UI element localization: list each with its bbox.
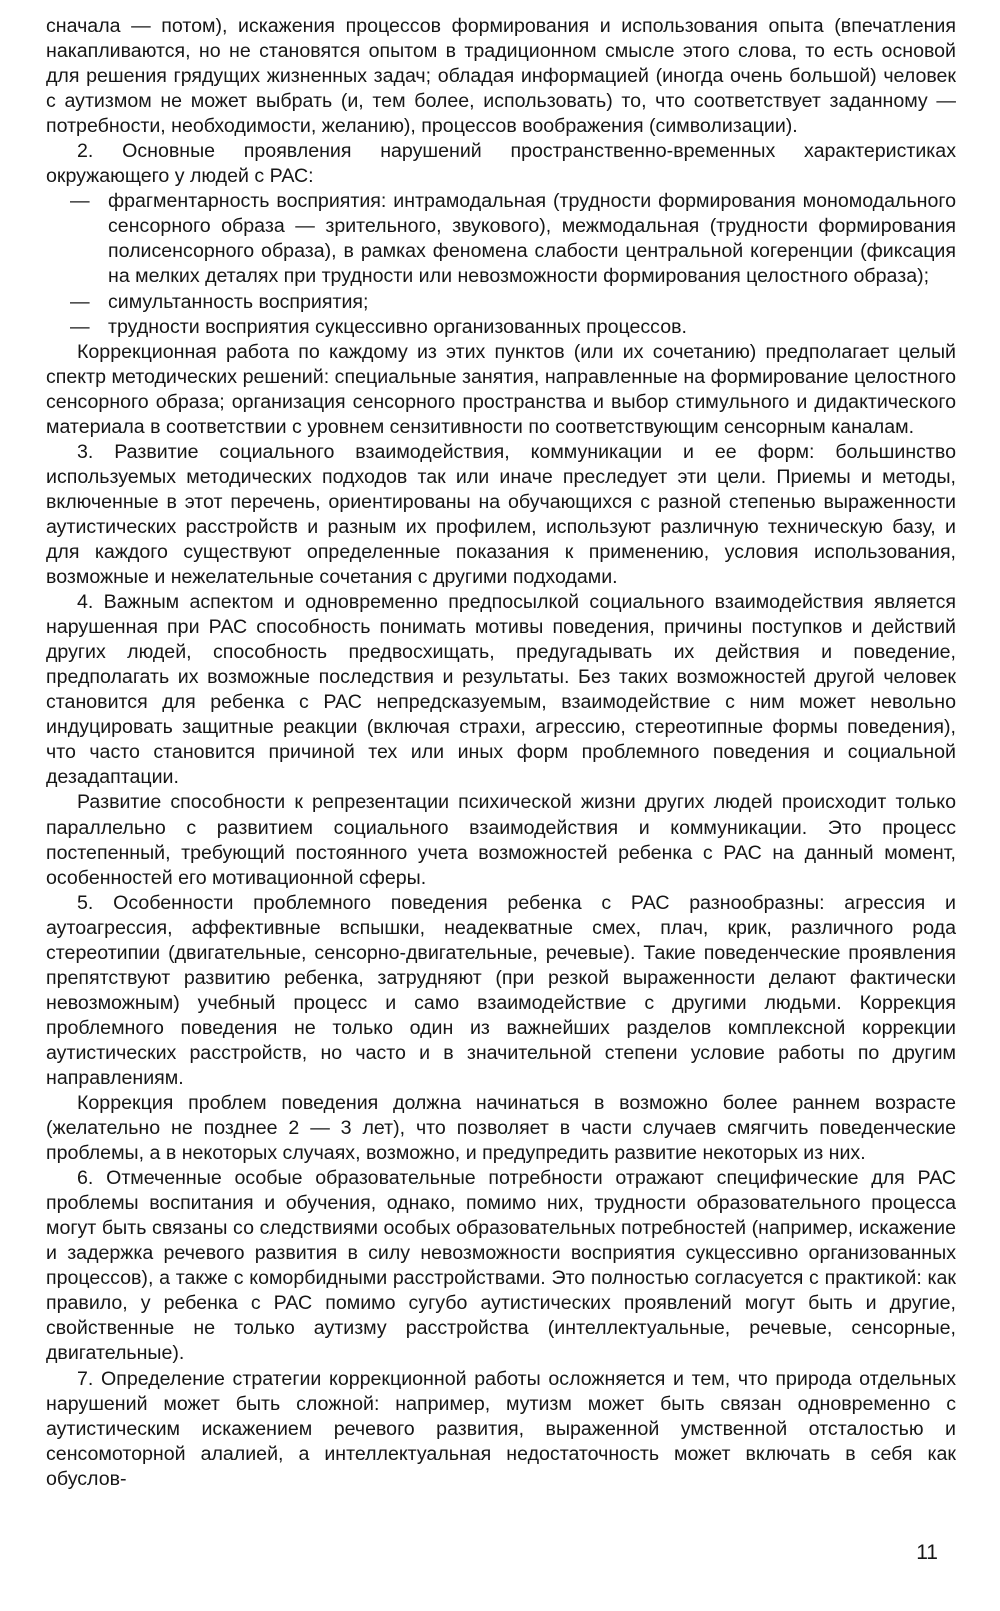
list-item (70, 315, 956, 340)
list-dash: — (70, 190, 90, 213)
paragraph-3: 3. Развитие социального взаимодействия, коммуникации и ее форм: большинство используемых методических подходов так или иначе преследует эти цели. Приемы и методы, включенные в этот перечень, ориентированы на обучающихся с разной степенью выраженности аутистических расстройств и разным их профилем, используют различную техническую базу, и для каждого существуют определенные показания к применению, условия использования, возможные и нежелательные сочетания с другими подходами. (46, 440, 956, 589)
list-dash: — (70, 290, 90, 313)
list-item-text: симультанность восприятия; (108, 290, 369, 313)
paragraph-continuation: сначала — потом), искажения процессов формирования и использования опыта (впечатления накапливаются, но не становятся опытом в традиционном смысле этого слова, то есть основой для решения грядущих жизненных задач; обладая информацией (иногда очень большой) человек с аутизмом не может выбрать (и, тем более, использовать) то, что соответствует заданному — потребности, необходимости, желанию), процессов воображения (символизации). (46, 15, 956, 138)
paragraph-2: 2. Основные проявления нарушений пространственно-временных характеристиках окружающего у людей с РАС: (46, 140, 956, 188)
list-dash: — (70, 315, 90, 338)
paragraph-5: 5. Особенности проблемного поведения ребенка с РАС разнообразны: агрессия и аутоагрессия, аффективные вспышки, неадекватные смех, плач, крик, различного рода стереотипии (двигательные, сенсорно-двигательные, речевые). Такие поведенческие проявления препятствуют развитию ребенка, затрудняют (при резкой выраженности делают фактически невозможным) учебный процесс и само взаимодействие с другими людьми. Коррекция проблемного поведения не только один из важнейших разделов комплексной коррекции аутистических расстройств, но часто и в значительной степени условие работы по другим направлениям. (46, 891, 956, 1089)
list-item (70, 189, 956, 289)
paragraph-correction-work: Коррекционная работа по каждому из этих пунктов (или их сочетанию) предполагает целый спектр методических решений: специальные занятия, направленные на формирование целостного сенсорного образа; организация сенсорного пространства и выбор стимульного и дидактического материала в соответствии с уровнем сензитивности по соответствующим сенсорным каналам. (46, 340, 956, 438)
paragraph-6: 6. Отмеченные особые образовательные потребности отражают специфические для РАС проблемы воспитания и обучения, однако, помимо них, трудности образовательного процесса могут быть связаны со следствиями особых образовательных потребностей (например, искажение и задержка речевого развития в силу невозможности восприятия сукцессивно организованных процессов), а также с коморбидными расстройствами. Это полностью согласуется с практикой: как правило, у ребенка с РАС помимо сугубо аутистических проявлений могут быть и другие, свойственные не только аутизму расстройства (интеллектуальные, речевые, сенсорные, двигательные). (46, 1167, 956, 1365)
page-number: 11 (916, 1541, 938, 1564)
paragraph-4: 4. Важным аспектом и одновременно предпосылкой социального взаимодействия является нарушенная при РАС способность понимать мотивы поведения, причины поступков и действий других людей, способность предвосхищать, предугадывать их действия и поведение, предполагать их возможные последствия и результаты. Без таких возможностей другой человек становится для ребенка с РАС непредсказуемым, взаимодействие с ним может невольно индуцировать защитные реакции (включая страхи, агрессию, стереотипные формы поведения), что часто становится причиной тех или иных форм проблемного поведения и социальной дезадаптации. (46, 591, 956, 789)
text-body (46, 14, 956, 1492)
paragraph-behavior-correction: Коррекция проблем поведения должна начинаться в возможно более раннем возрасте (желательно не позднее 2 — 3 лет), что позволяет в части случаев смягчить поведенческие проблемы, а в некоторых случаях, возможно, и предупредить развитие некоторых из них. (46, 1092, 956, 1165)
paragraph-7: 7. Определение стратегии коррекционной работы осложняется и тем, что природа отдельных нарушений может быть сложной: например, мутизм может быть связан одновременно с аутистическим искажением речевого развития, выраженной умственной отсталостью и сенсомоторной алалией, а интеллектуальная недостаточность может включать в себя как обуслов- (46, 1367, 956, 1490)
list-item-text: фрагментарность восприятия: интрамодальная (трудности формирования мономодального сенсорного образа — зрительного, звукового), межмодальная (трудности формирования полисенсорного образа), в рамках феномена слабости центральной когеренции (фиксация на мелких деталях при трудности или невозможности формирования целостного образа); (108, 190, 956, 288)
paragraph-representation: Развитие способности к репрезентации психической жизни других людей происходит только параллельно с развитием социального взаимодействия и коммуникации. Это процесс постепенный, требующий постоянного учета возможностей ребенка с РАС на данный момент, особенностей его мотивационной сферы. (46, 791, 956, 889)
list-item (70, 290, 956, 315)
perception-list (46, 189, 956, 339)
list-item-text: трудности восприятия сукцессивно организованных процессов. (108, 315, 687, 338)
